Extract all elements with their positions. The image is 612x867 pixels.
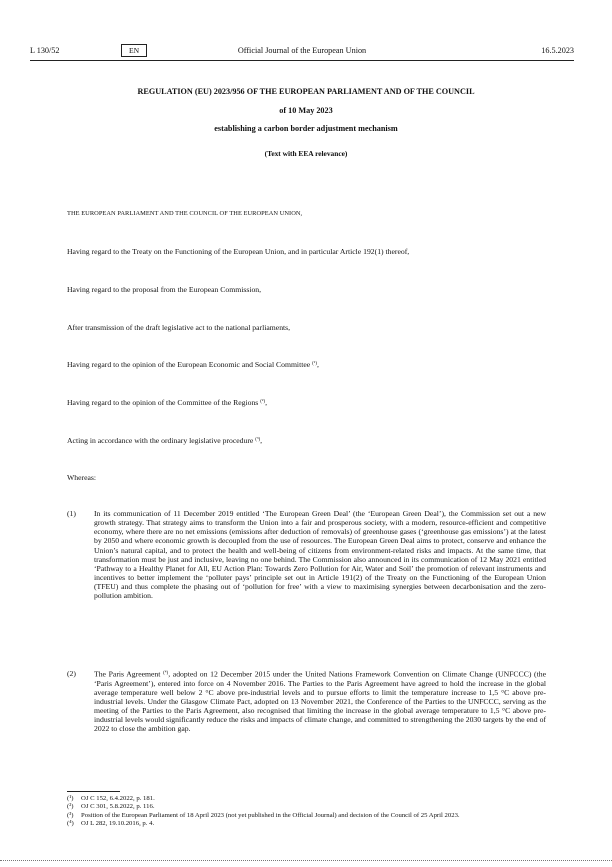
footnote-mark: (²) bbox=[67, 803, 74, 811]
footnote-ref-1[interactable]: (¹) bbox=[312, 361, 317, 367]
footnote-ref-2[interactable]: (²) bbox=[260, 399, 266, 405]
citation-procedure bbox=[67, 436, 262, 445]
citation-transmission: After transmission of the draft legislative act to the national parliaments, bbox=[67, 323, 291, 332]
recital-text-rest: , adopted on 12 December 2015 under the United Nations Framework Convention on Climate Change (UNFCCC) (the ‘Paris Agreement’), entered into force on 4 November 2016. The Parties to the Paris Agreement have agreed to hold the increase in the global average temperature well below 2 °C above pre-industrial levels and to pursue efforts to limit the temperature increase to 1,5 °C above pre-industrial levels. Under the Glasgow Climate Pact, adopted on 13 November 2021, the Conference of the Parties to the UNFCCC, serving as the meeting of the Parties to the Paris Agreement, also recognised that limiting the increase in the global average temperature to 1,5 °C above pre-industrial levels would significantly reduce the risks and impacts of climate change, and committed to strengthening the 2030 targets by the end of 2022 to close the ambition gap. bbox=[94, 669, 547, 734]
recital-text-start: The Paris Agreement bbox=[94, 669, 161, 679]
language-badge: EN bbox=[121, 44, 147, 57]
citation-eesc bbox=[67, 360, 319, 369]
publication-date: 16.5.2023 bbox=[541, 46, 574, 55]
recital-number: (1) bbox=[67, 509, 76, 518]
footnote-mark: (³) bbox=[67, 811, 74, 819]
citation-cor-end: , bbox=[265, 398, 267, 407]
citation-eesc-end: , bbox=[316, 360, 319, 369]
footnote-text: Position of the European Parliament of 18 April 2023 (not yet published in the Official Journal) and decision of the Council of 25 April 2023. bbox=[81, 811, 460, 819]
footnote-mark: (⁴) bbox=[67, 819, 74, 827]
footnote-text: OJ C 152, 6.4.2022, p. 181. bbox=[81, 795, 155, 802]
whereas-heading: Whereas: bbox=[67, 473, 97, 482]
regulation-date: of 10 May 2023 bbox=[279, 106, 333, 115]
footnotes bbox=[67, 795, 546, 828]
recital-1 bbox=[67, 509, 546, 601]
footnote-ref-3[interactable]: (³) bbox=[255, 437, 261, 443]
footnote-1 bbox=[67, 795, 546, 803]
footnote-text: OJ L 282, 19.10.2016, p. 4. bbox=[81, 819, 155, 827]
footnote-4 bbox=[67, 820, 546, 828]
citation-treaty: Having regard to the Treaty on the Functioning of the European Union, and in particular Article 192(1) thereof, bbox=[67, 247, 410, 256]
citation-procedure-text: Acting in accordance with the ordinary legislative procedure bbox=[67, 436, 254, 445]
footnote-divider bbox=[67, 791, 120, 792]
journal-title: Official Journal of the European Union bbox=[237, 46, 367, 55]
header-divider bbox=[30, 60, 574, 61]
citation-procedure-end: , bbox=[260, 436, 263, 445]
citation-cor bbox=[67, 398, 267, 407]
page-reference: L 130/52 bbox=[30, 46, 60, 55]
footnote-text: OJ C 301, 5.8.2022, p. 116. bbox=[81, 803, 155, 811]
citation-eesc-text: Having regard to the opinion of the European Economic and Social Committee bbox=[67, 360, 311, 369]
page-header bbox=[30, 46, 574, 60]
regulation-subject: establishing a carbon border adjustment mechanism bbox=[214, 124, 398, 133]
citation-cor-text: Having regard to the opinion of the Committee of the Regions bbox=[67, 398, 259, 407]
eea-relevance: (Text with EEA relevance) bbox=[264, 149, 348, 158]
footnote-2 bbox=[67, 803, 546, 811]
regulation-title: REGULATION (EU) 2023/956 OF THE EUROPEAN PARLIAMENT AND OF THE COUNCIL bbox=[137, 87, 475, 96]
recital-number: (2) bbox=[67, 669, 76, 678]
recital-text bbox=[94, 669, 546, 734]
footnote-mark: (¹) bbox=[67, 795, 74, 802]
recital-text: In its communication of 11 December 2019 entitled ‘The European Green Deal’ (the ‘European Green Deal’), the Commission set out a new growth strategy. That strategy aims to transform the Union into a fair and prosperous society, with a modern, resource-efficient and competitive economy, where there are no net emissions (emissions after deduction of removals) of greenhouse gases (‘greenhouse gas emissions’) at the latest by 2050 and where economic growth is decoupled from the use of resources. The European Green Deal aims to protect, conserve and enhance the Union’s natural capital, and to protect the health and well-being of citizens from environment-related risks and impacts. At the same time, that transformation must be just and inclusive, leaving no one behind. The Commission also announced in its communication of 12 May 2021 entitled ‘Pathway to a Healthy Planet for All, EU Action Plan: Towards Zero Pollution for Air, Water and Soil’ the promotion of relevant instruments and incentives to better implement the ‘polluter pays’ principle set out in Article 191(2) of the Treaty on the Functioning of the European Union (TFEU) and thus complete the phasing out of ‘pollution for free’ with a view to maximising synergies between decarbonisation and the zero-pollution ambition. bbox=[94, 509, 546, 601]
footnote-ref-4[interactable]: (⁴) bbox=[163, 671, 169, 676]
recital-2 bbox=[67, 669, 546, 734]
footnote-3 bbox=[67, 812, 546, 820]
citation-proposal: Having regard to the proposal from the European Commission, bbox=[67, 285, 262, 294]
enacting-parties: THE EUROPEAN PARLIAMENT AND THE COUNCIL OF THE EUROPEAN UNION, bbox=[67, 210, 303, 217]
page-break-line bbox=[0, 860, 612, 861]
